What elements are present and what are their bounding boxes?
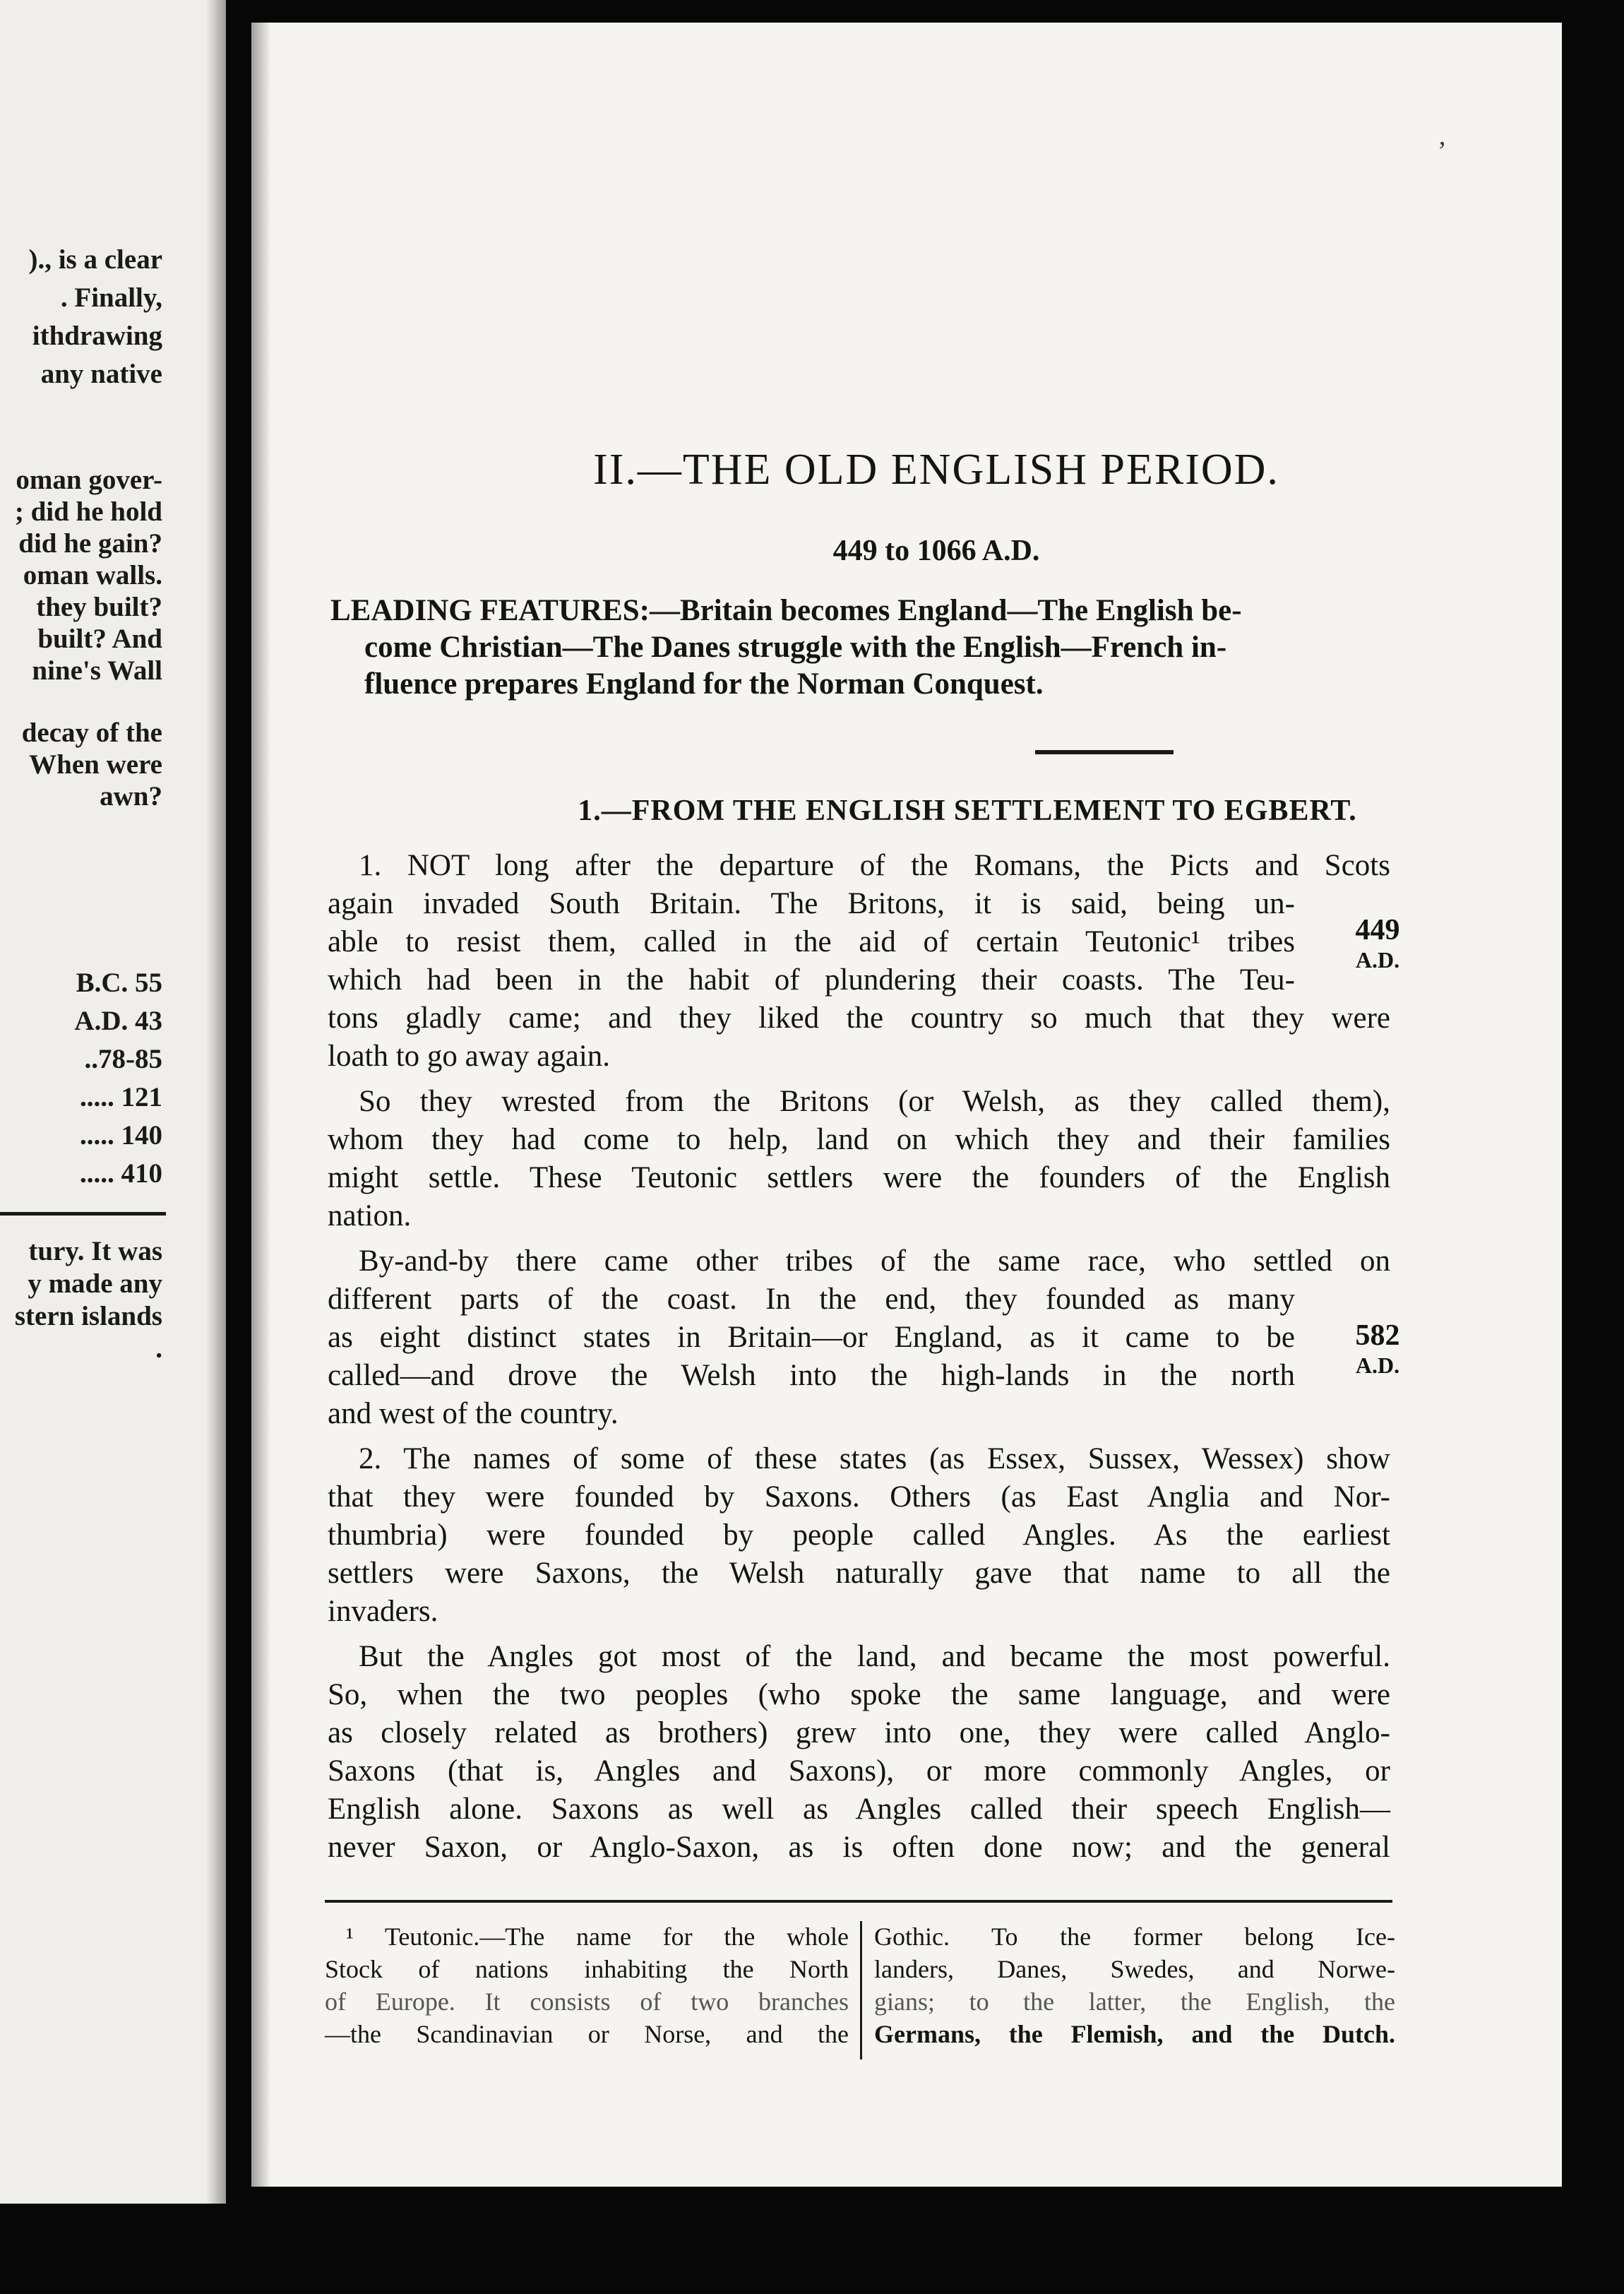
left-page-line: B.C. 55	[76, 968, 162, 998]
left-page-line: ithdrawing	[32, 321, 162, 351]
left-page-line: .	[155, 1333, 162, 1364]
paragraph-line: that they were founded by Saxons. Others (as East Anglia and Nor-	[328, 1480, 1390, 1514]
footnote-line: landers, Danes, Swedes, and Norwe-	[874, 1955, 1395, 1983]
paragraph-line: able to resist them, called in the aid of certain Teutonic¹ tribes	[328, 925, 1295, 958]
paragraph-line: By-and-by there came other tribes of the same race, who settled on	[359, 1244, 1390, 1278]
paragraph-line: again invaded South Britain. The Britons, it is said, being un-	[328, 887, 1295, 920]
footnote-line: Germans, the Flemish, and the Dutch.	[874, 2020, 1395, 2048]
book-page	[251, 23, 1562, 2187]
paragraph-line: 2. The names of some of these states (as Essex, Sussex, Wessex) show	[359, 1442, 1390, 1475]
footnote-rule	[325, 1900, 1392, 1903]
paragraph-line: settlers were Saxons, the Welsh naturally gave that name to all the	[328, 1557, 1390, 1590]
left-page-rule	[0, 1212, 166, 1216]
left-page-line: did he gain?	[18, 528, 162, 559]
left-page-line: any native	[40, 359, 162, 389]
section-heading: 1.—FROM THE ENGLISH SETTLEMENT TO EGBERT.	[578, 795, 1357, 827]
footnote-line: gians; to the latter, the English, the	[874, 1987, 1395, 2016]
paragraph-line: different parts of the coast. In the end, they founded as many	[328, 1283, 1295, 1316]
left-page-line: ..... 410	[80, 1158, 162, 1189]
margin-year: 582	[1355, 1319, 1400, 1352]
paragraph-line: But the Angles got most of the land, and became the most powerful.	[359, 1640, 1390, 1673]
left-page-line: ; did he hold	[14, 497, 162, 527]
margin-date-note	[1325, 1319, 1431, 1379]
paragraph-line: invaders.	[328, 1595, 438, 1628]
margin-era: A.D.	[1355, 947, 1400, 973]
left-page-line: . Finally,	[60, 283, 162, 313]
margin-year: 449	[1355, 914, 1400, 946]
footnote-line: ¹ Teutonic.—The name for the whole	[346, 1922, 849, 1951]
left-page-line: oman walls.	[23, 560, 162, 590]
paragraph-line: English alone. Saxons as well as Angles called their speech English—	[328, 1793, 1390, 1826]
gutter-shadow	[206, 0, 226, 2204]
left-page-line: nine's Wall	[32, 655, 162, 686]
paragraph-line: loath to go away again.	[328, 1040, 611, 1073]
paragraph-line: as eight distinct states in Britain—or England, as it came to be	[328, 1321, 1295, 1354]
paragraph-line: whom they had come to help, land on which they and their families	[328, 1123, 1390, 1156]
left-page-line: they built?	[36, 592, 162, 622]
scan-speck: ’	[1438, 136, 1447, 166]
footnote-line: Gothic. To the former belong Ice-	[874, 1922, 1395, 1951]
paragraph-line: So they wrested from the Britons (or Welsh, as they called them),	[359, 1085, 1390, 1118]
left-page-line: tury. It was	[28, 1236, 162, 1266]
left-page-line: y made any	[28, 1268, 162, 1299]
paragraph-line: as closely related as brothers) grew into one, they were called Anglo-	[328, 1716, 1390, 1749]
left-page-line: When were	[29, 749, 162, 780]
leading-features-line: fluence prepares England for the Norman Conquest.	[364, 667, 1044, 701]
left-page-line: ..... 121	[80, 1082, 162, 1112]
section-separator	[1035, 750, 1174, 754]
paragraph-line: So, when the two peoples (who spoke the same language, and were	[328, 1678, 1390, 1711]
margin-date-note	[1325, 914, 1431, 974]
leading-features-line: come Christian—The Danes struggle with the English—French in-	[364, 631, 1227, 664]
paragraph-line: 1. NOT long after the departure of the Romans, the Picts and Scots	[359, 849, 1390, 882]
chapter-title: II.—THE OLD ENGLISH PERIOD.	[593, 446, 1279, 494]
left-page-line: decay of the	[21, 718, 162, 748]
left-page-line: ..... 140	[80, 1120, 162, 1151]
paragraph-line: and west of the country.	[328, 1397, 619, 1430]
chapter-dates: 449 to 1066 A.D.	[832, 535, 1040, 567]
left-facing-page	[0, 0, 226, 2204]
left-page-line: built? And	[37, 624, 162, 654]
left-page-line: stern islands	[14, 1301, 162, 1331]
paragraph-line: tons gladly came; and they liked the country so much that they were	[328, 1002, 1390, 1035]
footnote-line: —the Scandinavian or Norse, and the	[325, 2020, 849, 2048]
spine-shadow	[251, 23, 271, 2187]
left-page-line: A.D. 43	[74, 1006, 162, 1036]
leading-features-line: LEADING FEATURES:—Britain becomes England—The English be-	[330, 594, 1242, 627]
paragraph-line: nation.	[328, 1199, 412, 1232]
paragraph-line: Saxons (that is, Angles and Saxons), or more commonly Angles, or	[328, 1754, 1390, 1788]
footnote-line: of Europe. It consists of two branches	[325, 1987, 849, 2016]
margin-era: A.D.	[1355, 1353, 1400, 1379]
footnote-line: Stock of nations inhabiting the North	[325, 1955, 849, 1983]
paragraph-line: thumbria) were founded by people called Angles. As the earliest	[328, 1519, 1390, 1552]
left-page-line: oman gover-	[16, 465, 162, 495]
left-page-line: )., is a clear	[28, 244, 162, 275]
paragraph-line: never Saxon, or Anglo-Saxon, as is often done now; and the general	[328, 1831, 1390, 1864]
paragraph-line: might settle. These Teutonic settlers were the founders of the English	[328, 1161, 1390, 1194]
left-page-line: awn?	[100, 781, 162, 812]
left-page-line: ..78-85	[84, 1044, 162, 1074]
paragraph-line: which had been in the habit of plundering their coasts. The Teu-	[328, 963, 1295, 997]
footnote-column-divider	[860, 1921, 862, 2060]
paragraph-line: called—and drove the Welsh into the high-lands in the north	[328, 1359, 1295, 1392]
